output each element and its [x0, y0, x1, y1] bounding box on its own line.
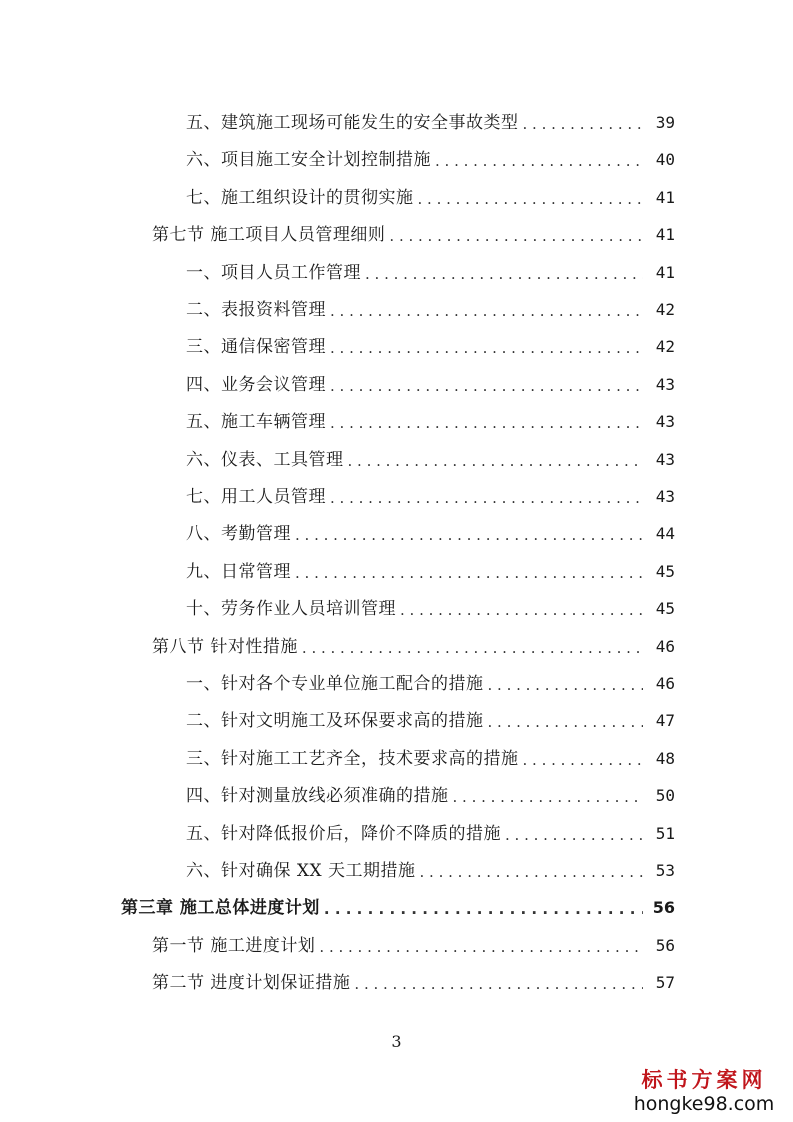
toc-entry-title: 七、施工组织设计的贯彻实施 — [186, 187, 414, 208]
toc-dot-leader — [330, 376, 643, 396]
toc-entry-title: 二、针对文明施工及环保要求高的措施 — [186, 711, 484, 732]
toc-entry-page-number: 42 — [655, 300, 675, 319]
toc-subsection-entry[interactable] — [186, 781, 675, 807]
toc-dot-leader — [330, 338, 643, 358]
toc-entry-page-number: 43 — [655, 487, 675, 506]
toc-entry-page-number: 44 — [655, 524, 675, 544]
toc-section-entry[interactable] — [152, 632, 675, 658]
toc-entry-title: 十、劳务作业人员培训管理 — [186, 599, 396, 620]
toc-dot-leader — [348, 451, 644, 471]
toc-entry-title: 第一节 施工进度计划 — [152, 935, 316, 956]
toc-entry-page-number: 53 — [655, 861, 675, 880]
toc-entry-page-number: 41 — [655, 262, 675, 282]
toc-dot-leader — [453, 787, 644, 807]
toc-subsection-entry[interactable] — [186, 482, 675, 508]
toc-subsection-entry[interactable] — [186, 669, 675, 695]
toc-chapter-entry[interactable] — [121, 893, 675, 919]
toc-dot-leader — [365, 264, 643, 284]
toc-entry-page-number: 47 — [655, 711, 675, 731]
toc-subsection-entry[interactable] — [186, 145, 675, 171]
toc-subsection-entry[interactable] — [186, 594, 675, 620]
toc-entry-title: 一、项目人员工作管理 — [186, 262, 361, 283]
toc-entry-page-number: 39 — [655, 113, 675, 132]
toc-entry-page-number: 43 — [655, 412, 675, 432]
toc-entry-title: 第三章 施工总体进度计划 — [121, 898, 320, 919]
toc-entry-title: 二、表报资料管理 — [186, 300, 326, 320]
toc-dot-leader — [505, 825, 643, 845]
toc-entry-title: 五、建筑施工现场可能发生的安全事故类型 — [186, 113, 519, 133]
toc-entry-page-number: 43 — [655, 374, 675, 394]
toc-dot-leader — [295, 563, 643, 583]
page-number: 3 — [391, 1032, 402, 1051]
toc-subsection-entry[interactable] — [186, 744, 675, 770]
toc-entry-title: 第七节 施工项目人员管理细则 — [152, 225, 386, 246]
toc-dot-leader — [389, 226, 643, 246]
toc-dot-leader — [418, 189, 644, 209]
toc-dot-leader — [295, 525, 643, 545]
toc-subsection-entry[interactable] — [186, 370, 675, 396]
toc-subsection-entry[interactable] — [186, 407, 675, 433]
toc-dot-leader — [319, 937, 643, 957]
toc-dot-leader — [523, 750, 644, 770]
toc-subsection-entry[interactable] — [186, 445, 675, 471]
toc-entry-page-number: 51 — [655, 823, 675, 843]
toc-dot-leader — [330, 301, 643, 321]
toc-entry-page-number: 50 — [655, 786, 675, 806]
toc-subsection-entry[interactable] — [186, 819, 675, 845]
toc-dot-leader — [302, 638, 643, 658]
toc-entry-title: 七、用工人员管理 — [186, 487, 326, 507]
toc-entry-title: 第二节 进度计划保证措施 — [152, 973, 351, 994]
toc-entry-page-number: 40 — [655, 150, 675, 170]
watermark-site-name: 标书方案网 — [641, 1067, 767, 1092]
toc-entry-page-number: 46 — [655, 674, 675, 693]
toc-subsection-entry[interactable] — [186, 706, 675, 732]
toc-entry-title: 第八节 针对性措施 — [152, 636, 298, 657]
toc-entry-title: 五、针对降低报价后，降价不降质的措施 — [186, 823, 501, 844]
toc-entry-title: 六、针对确保 XX 天工期措施 — [186, 861, 416, 881]
toc-dot-leader — [400, 600, 643, 620]
toc-entry-page-number: 56 — [652, 898, 675, 918]
toc-subsection-entry[interactable] — [186, 519, 675, 545]
watermark-site-url: hongke98.com — [633, 1093, 775, 1115]
toc-dot-leader — [330, 488, 643, 508]
toc-section-entry[interactable] — [152, 968, 675, 994]
toc-entry-page-number: 46 — [655, 636, 675, 656]
toc-subsection-entry[interactable] — [186, 295, 675, 321]
toc-entry-page-number: 45 — [655, 561, 675, 581]
toc-dot-leader — [523, 114, 644, 134]
toc-entry-title: 九、日常管理 — [186, 561, 291, 582]
toc-entry-page-number: 42 — [655, 337, 675, 357]
toc-entry-title: 六、仪表、工具管理 — [186, 449, 344, 470]
toc-subsection-entry[interactable] — [186, 183, 675, 209]
toc-subsection-entry[interactable] — [186, 108, 675, 134]
toc-entry-page-number: 41 — [655, 187, 675, 207]
toc-dot-leader — [324, 899, 643, 919]
toc-entry-title: 一、针对各个专业单位施工配合的措施 — [186, 674, 484, 694]
toc-subsection-entry[interactable] — [186, 856, 675, 882]
toc-subsection-entry[interactable] — [186, 258, 675, 284]
toc-entry-title: 三、通信保密管理 — [186, 337, 326, 358]
watermark-logo — [629, 1068, 779, 1116]
toc-entry-title: 四、针对测量放线必须准确的措施 — [186, 786, 449, 807]
toc-dot-leader — [488, 712, 644, 732]
toc-dot-leader — [420, 862, 643, 882]
toc-entry-page-number: 57 — [655, 973, 675, 993]
toc-section-entry[interactable] — [152, 220, 675, 246]
toc-entry-page-number: 45 — [655, 599, 675, 619]
toc-section-entry[interactable] — [152, 931, 675, 957]
toc-entry-title: 六、项目施工安全计划控制措施 — [186, 150, 431, 171]
toc-dot-leader — [488, 675, 644, 695]
toc-subsection-entry[interactable] — [186, 557, 675, 583]
toc-entry-title: 五、施工车辆管理 — [186, 412, 326, 433]
toc-subsection-entry[interactable] — [186, 332, 675, 358]
toc-entry-page-number: 48 — [655, 748, 675, 768]
toc-dot-leader — [330, 413, 643, 433]
toc-dot-leader — [354, 974, 643, 994]
toc-entry-title: 八、考勤管理 — [186, 524, 291, 545]
toc-entry-page-number: 43 — [655, 449, 675, 469]
toc-dot-leader — [435, 151, 643, 171]
toc-entry-title: 四、业务会议管理 — [186, 374, 326, 395]
toc-entry-title: 三、针对施工工艺齐全，技术要求高的措施 — [186, 748, 519, 769]
toc-entry-page-number: 41 — [655, 225, 675, 245]
toc-entry-page-number: 56 — [655, 935, 675, 955]
